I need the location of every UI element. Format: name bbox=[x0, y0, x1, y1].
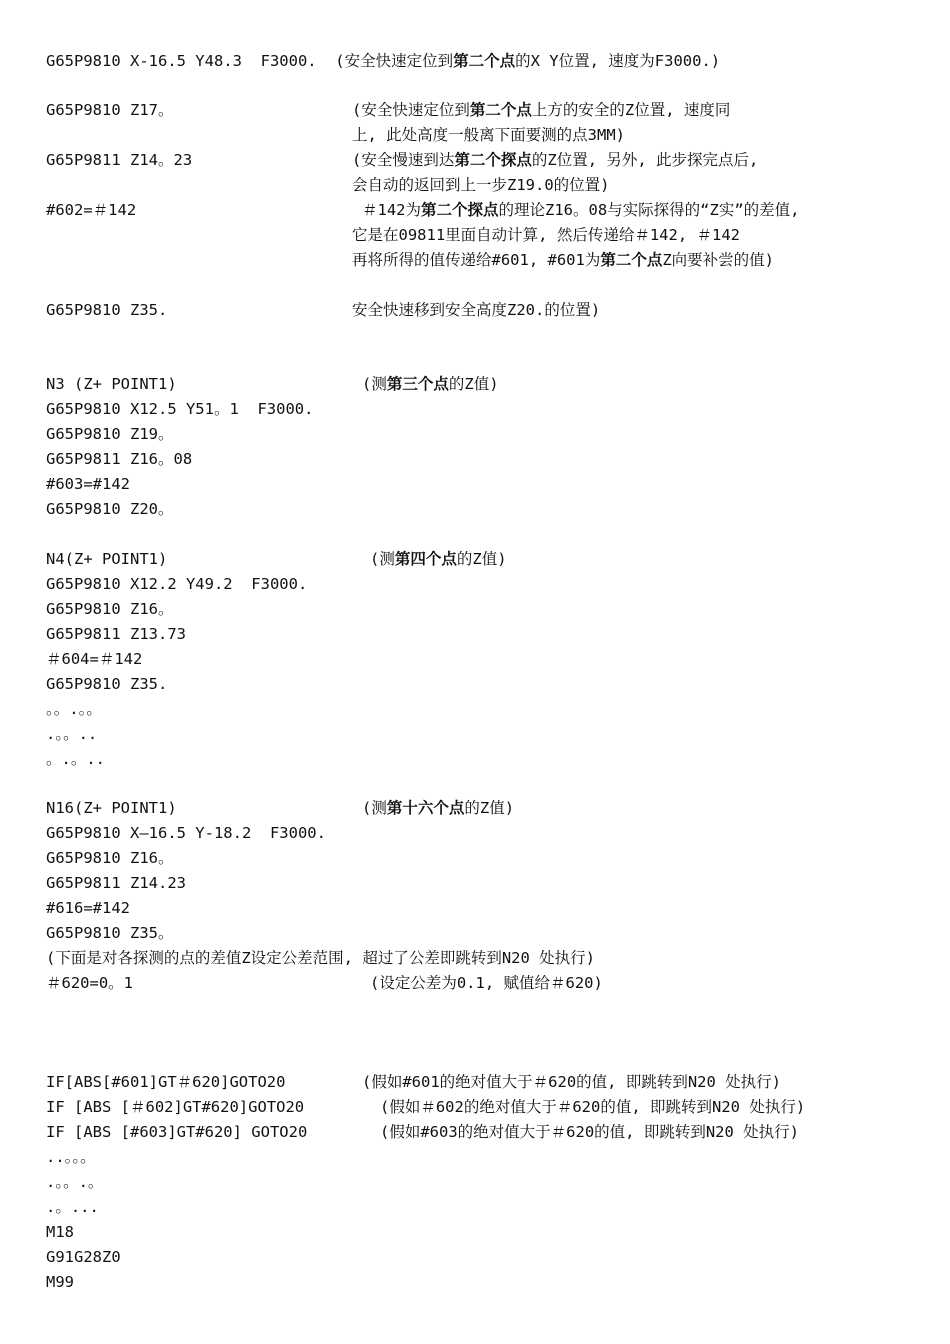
line-text: IF[ABS[#601]GT＃620]GOTO20 bbox=[46, 1073, 286, 1091]
code-line bbox=[46, 150, 192, 170]
line-text: IF [ABS [＃602]GT#620]GOTO20 bbox=[46, 1098, 305, 1116]
line-text: N16(Z+ POINT1) bbox=[46, 799, 177, 817]
line-text: #616=#142 bbox=[46, 899, 130, 917]
emphasis-text: 第四个点 bbox=[394, 550, 457, 568]
line-text: (假如#603的绝对值大于＃620的值, 即跳转到N20 处执行) bbox=[380, 1123, 799, 1141]
ellipsis-line bbox=[46, 699, 102, 719]
code-line bbox=[46, 1072, 285, 1092]
code-line bbox=[46, 300, 167, 320]
code-line bbox=[46, 923, 173, 943]
code-line bbox=[46, 51, 720, 71]
line-text: G65P9810 Z35. bbox=[46, 301, 168, 319]
line-text: (设定公差为0.1, 赋值给＃620) bbox=[370, 974, 603, 992]
line-text: M18 bbox=[46, 1223, 74, 1241]
code-line bbox=[46, 449, 192, 469]
line-text: Z向要补尝的值) bbox=[662, 251, 775, 269]
code-line bbox=[46, 873, 186, 893]
line-text: (安全慢速到达 bbox=[352, 151, 455, 169]
comment-line bbox=[362, 200, 800, 220]
line-text: G65P9810 Z20。 bbox=[46, 500, 174, 518]
line-text: .。。.。 bbox=[46, 1173, 104, 1191]
code-line bbox=[46, 649, 142, 669]
line-text: M99 bbox=[46, 1273, 74, 1291]
line-text: (假如#601的绝对值大于＃620的值, 即跳转到N20 处执行) bbox=[362, 1073, 781, 1091]
line-text: 的Z值) bbox=[456, 550, 507, 568]
emphasis-text: 第二个点 bbox=[469, 101, 532, 119]
emphasis-text: 第二个点 bbox=[453, 52, 516, 70]
line-text: (下面是对各探测的点的差值Z设定公差范围, 超过了公差即跳转到N20 处执行) bbox=[46, 949, 595, 967]
line-text: G65P9811 Z16。08 bbox=[46, 450, 193, 468]
line-text: G65P9810 Z17。 bbox=[46, 101, 174, 119]
code-line bbox=[46, 674, 167, 694]
code-line bbox=[46, 1097, 304, 1117]
line-text: (测 bbox=[370, 550, 395, 568]
comment-line bbox=[352, 150, 758, 170]
line-text: G65P9810 X12.5 Y51。1 F3000. bbox=[46, 400, 314, 418]
line-text: G65P9810 Z19。 bbox=[46, 425, 174, 443]
line-text: .。... bbox=[46, 1198, 99, 1216]
line-text: 再将所得的值传递给#601, #601为 bbox=[352, 251, 601, 269]
line-text: G91G28Z0 bbox=[46, 1248, 121, 1266]
line-text: 的X Y位置, 速度为F3000.) bbox=[515, 52, 721, 70]
code-line bbox=[46, 374, 177, 394]
comment-line bbox=[370, 973, 603, 993]
line-text: G65P9810 X12.2 Y49.2 F3000. bbox=[46, 575, 308, 593]
line-text: 上方的安全的Z位置, 速度同 bbox=[531, 101, 731, 119]
comment-line bbox=[362, 1072, 781, 1092]
line-text: (假如＃602的绝对值大于＃620的值, 即跳转到N20 处执行) bbox=[380, 1098, 806, 1116]
code-line bbox=[46, 973, 133, 993]
emphasis-text: 第三个点 bbox=[386, 375, 449, 393]
ellipsis-line bbox=[46, 1197, 99, 1217]
line-text: G65P9810 Z16。 bbox=[46, 600, 174, 618]
comment-line bbox=[362, 374, 499, 394]
line-text: 上, 此处高度一般离下面要测的点3MM) bbox=[352, 126, 625, 144]
code-line bbox=[46, 549, 167, 569]
ellipsis-line bbox=[46, 724, 97, 744]
comment-line bbox=[352, 300, 600, 320]
line-text: (测 bbox=[362, 375, 387, 393]
code-line bbox=[46, 848, 173, 868]
line-text: G65P9810 Z16。 bbox=[46, 849, 174, 867]
line-text: G65P9811 Z14.23 bbox=[46, 874, 186, 892]
emphasis-text: 第二个探点 bbox=[421, 201, 499, 219]
line-text: 的Z值) bbox=[448, 375, 499, 393]
code-line bbox=[46, 200, 136, 220]
code-line bbox=[46, 100, 173, 120]
line-text: 它是在09811里面自动计算, 然后传递给＃142, ＃142 bbox=[352, 226, 740, 244]
line-text: 会自动的返回到上一步Z19.0的位置) bbox=[352, 176, 610, 194]
code-line bbox=[46, 823, 326, 843]
code-line bbox=[46, 1122, 307, 1142]
emphasis-text: 第二个点 bbox=[600, 251, 663, 269]
line-text: 。.。.. bbox=[46, 750, 105, 768]
ellipsis-line bbox=[46, 1147, 96, 1167]
line-text: ＃604=＃142 bbox=[46, 650, 143, 668]
code-line bbox=[46, 474, 130, 494]
comment-line bbox=[46, 948, 595, 968]
code-line bbox=[46, 399, 313, 419]
line-text: G65P9811 Z14。23 bbox=[46, 151, 193, 169]
code-line bbox=[46, 898, 130, 918]
code-line bbox=[46, 499, 173, 519]
ellipsis-line bbox=[46, 1172, 103, 1192]
comment-line bbox=[362, 798, 514, 818]
comment-line bbox=[352, 225, 740, 245]
line-text: 的Z位置, 另外, 此步探完点后, bbox=[531, 151, 759, 169]
line-text: 。。.。。 bbox=[46, 700, 102, 718]
emphasis-text: 第二个探点 bbox=[454, 151, 532, 169]
line-text: ＃620=0。1 bbox=[46, 974, 133, 992]
code-line bbox=[46, 624, 186, 644]
line-text: (测 bbox=[362, 799, 387, 817]
line-text: 安全快速移到安全高度Z20.的位置) bbox=[352, 301, 601, 319]
line-text: G65P9811 Z13.73 bbox=[46, 625, 186, 643]
emphasis-text: 第十六个点 bbox=[386, 799, 465, 817]
line-text: ..。。。 bbox=[46, 1148, 96, 1166]
code-line bbox=[46, 424, 173, 444]
line-text: G65P9810 Z35。 bbox=[46, 924, 174, 942]
line-text: (安全快速定位到 bbox=[352, 101, 470, 119]
code-line bbox=[46, 599, 173, 619]
line-text: #603=#142 bbox=[46, 475, 130, 493]
comment-line bbox=[370, 549, 507, 569]
line-text: ＃142为 bbox=[362, 201, 421, 219]
line-text: .。。.. bbox=[46, 725, 98, 743]
comment-line bbox=[352, 250, 774, 270]
line-text: #602=＃142 bbox=[46, 201, 137, 219]
comment-line bbox=[352, 100, 730, 120]
code-line bbox=[46, 574, 307, 594]
line-text: N4(Z+ POINT1) bbox=[46, 550, 168, 568]
code-line bbox=[46, 1222, 74, 1242]
line-text: G65P9810 X-16.5 Y48.3 F3000. (安全快速定位到 bbox=[46, 52, 454, 70]
line-text: 的Z值) bbox=[464, 799, 515, 817]
line-text: IF [ABS [#603]GT#620] GOTO20 bbox=[46, 1123, 308, 1141]
comment-line bbox=[380, 1097, 805, 1117]
comment-line bbox=[380, 1122, 799, 1142]
line-text: N3 (Z+ POINT1) bbox=[46, 375, 177, 393]
comment-line bbox=[352, 175, 610, 195]
comment-line bbox=[352, 125, 625, 145]
code-line bbox=[46, 1272, 74, 1292]
code-line bbox=[46, 1247, 121, 1267]
line-text: G65P9810 X—16.5 Y-18.2 F3000. bbox=[46, 824, 326, 842]
line-text: G65P9810 Z35. bbox=[46, 675, 168, 693]
line-text: 的理论Z16。08与实际探得的“Z实”的差值, bbox=[498, 201, 800, 219]
code-line bbox=[46, 798, 177, 818]
ellipsis-line bbox=[46, 749, 105, 769]
